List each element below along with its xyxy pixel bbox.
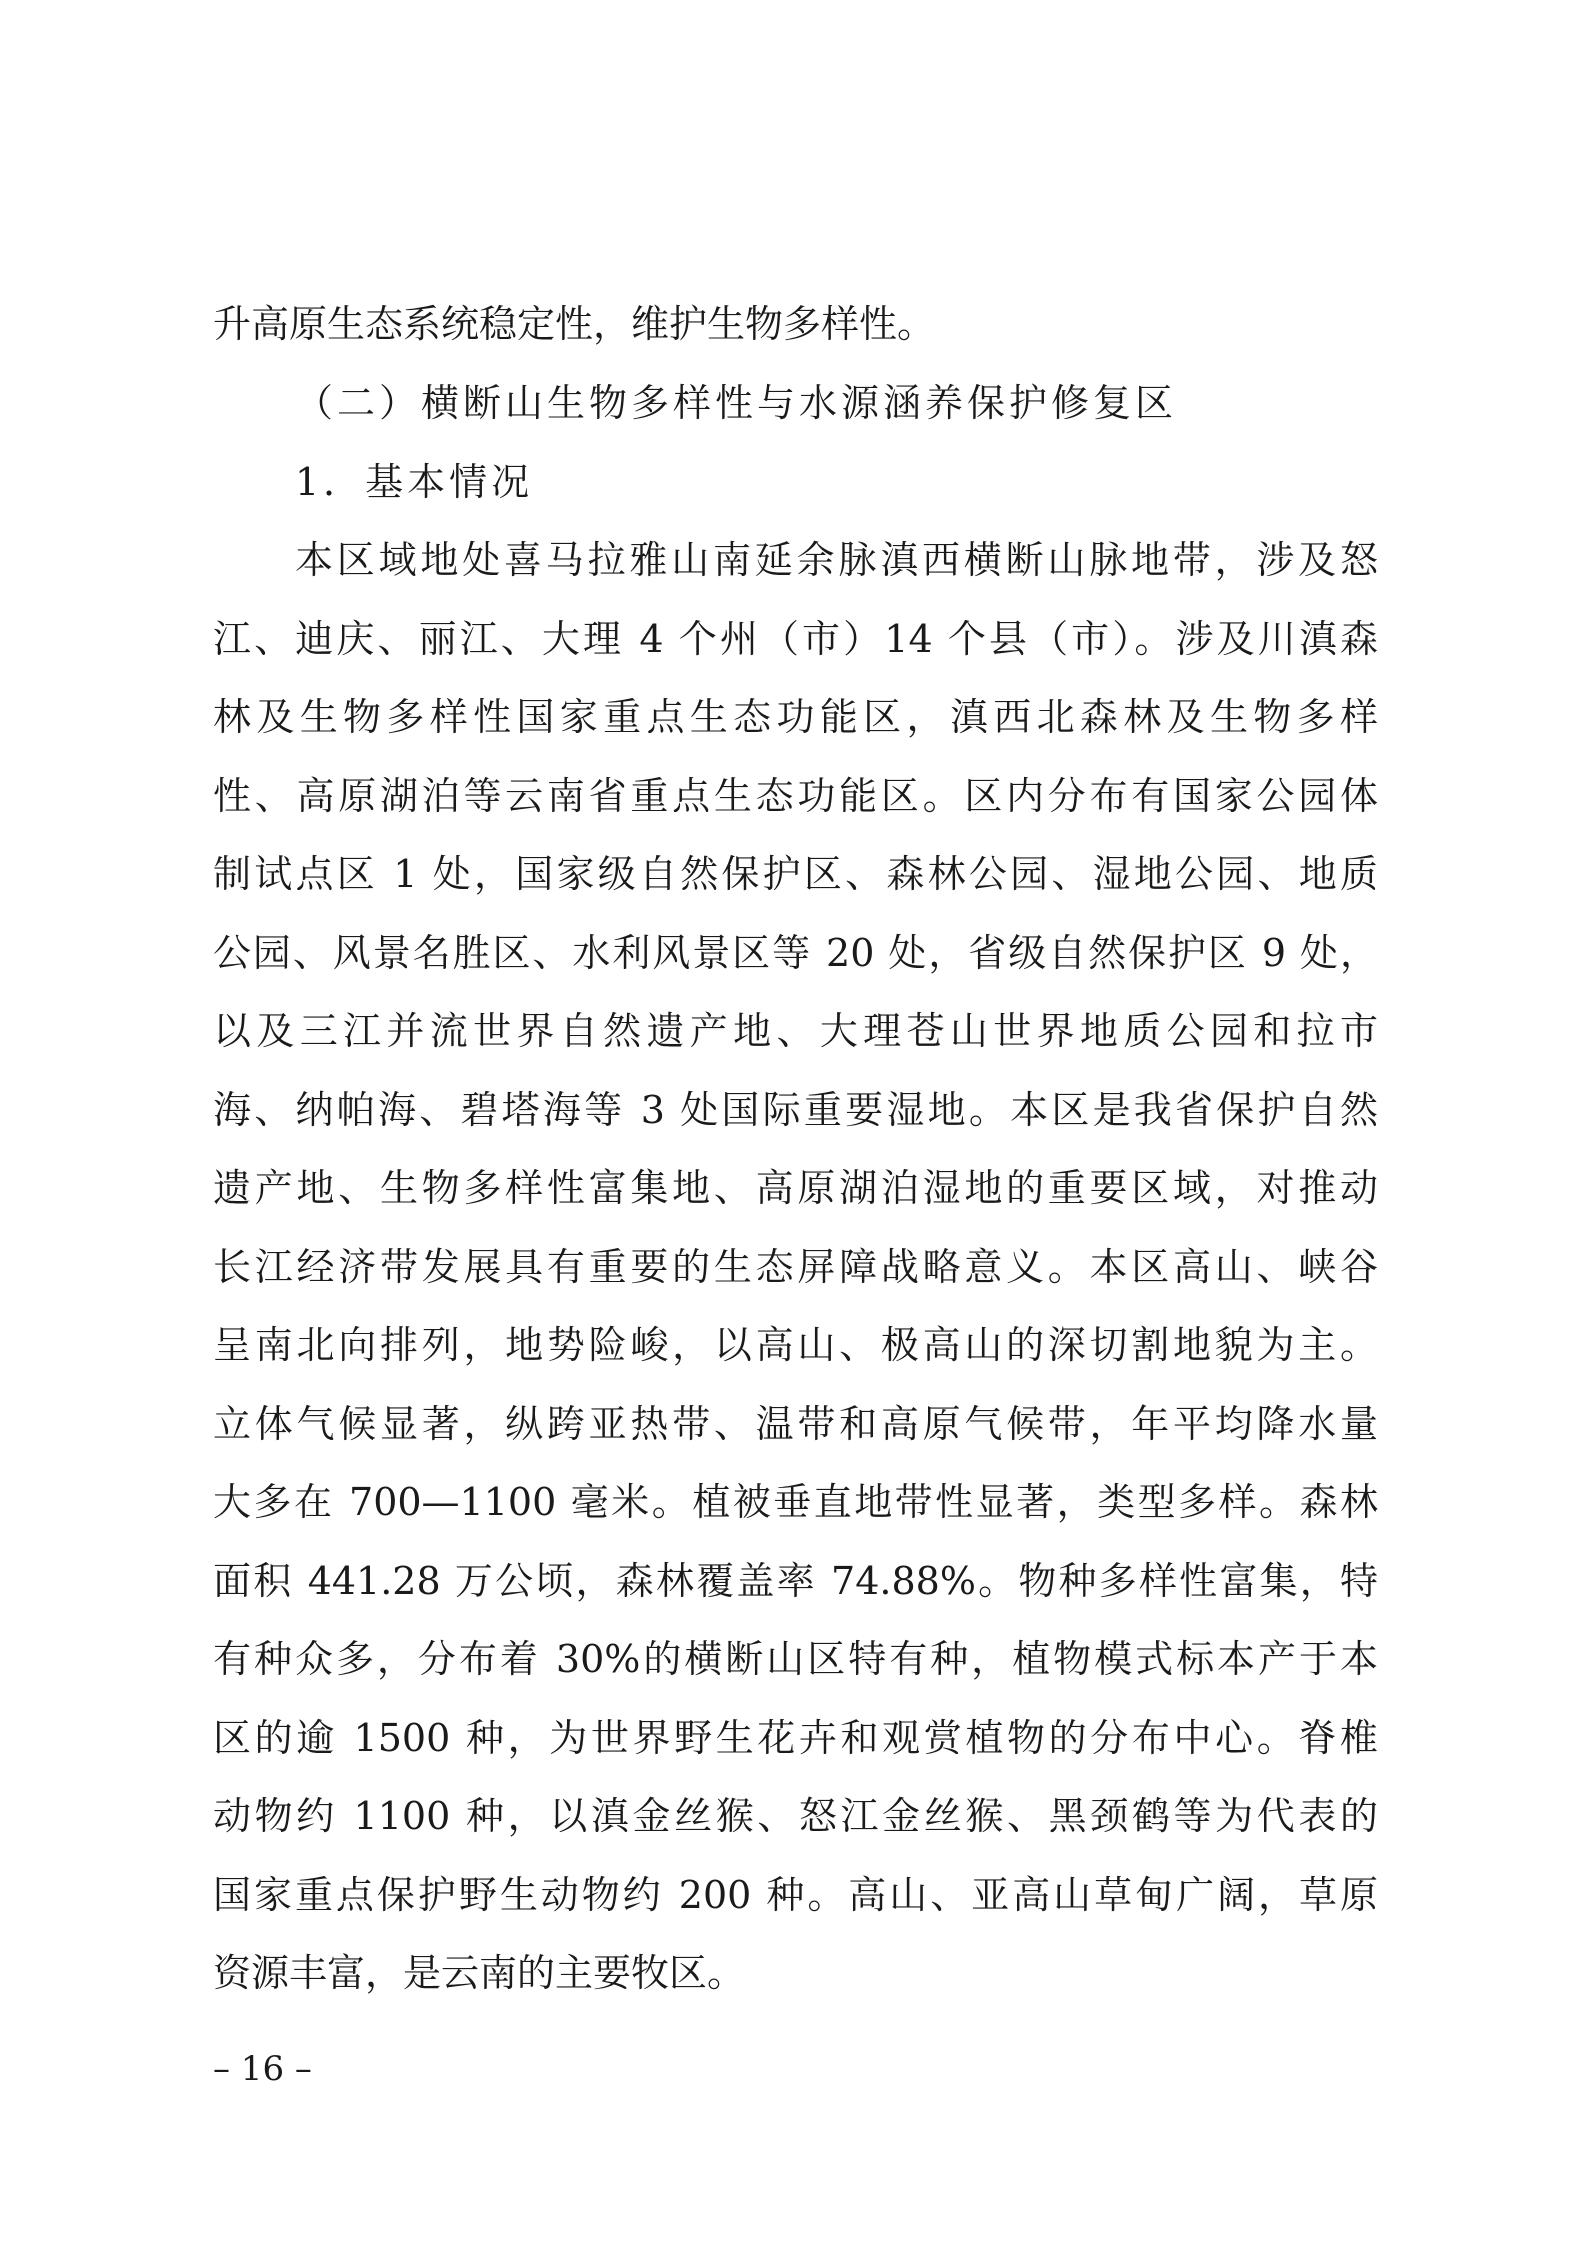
paragraph-line: 制试点区 1 处，国家级自然保护区、森林公园、湿地公园、地质	[213, 852, 1378, 896]
paragraph-line: 呈南北向排列，地势险峻，以高山、极高山的深切割地貌为主。	[213, 1323, 1378, 1367]
paragraph-line: 区的逾 1500 种，为世界野生花卉和观赏植物的分布中心。脊椎	[213, 1716, 1378, 1760]
subsection-heading: 1．基本情况	[295, 460, 534, 504]
page-number: – 16 –	[213, 2049, 312, 2089]
paragraph-line: 有种众多，分布着 30%的横断山区特有种，植物模式标本产于本	[213, 1637, 1378, 1681]
paragraph-line: 面积 441.28 万公顷，森林覆盖率 74.88%。物种多样性富集，特	[213, 1559, 1378, 1603]
paragraph-line: 本区域地处喜马拉雅山南延余脉滇西横断山脉地带，涉及怒	[295, 538, 1378, 582]
paragraph-line: 公园、风景名胜区、水利风景区等 20 处，省级自然保护区 9 处，	[213, 931, 1378, 975]
section-heading: （二）横断山生物多样性与水源涵养保护修复区	[295, 381, 1178, 425]
paragraph-line: 动物约 1100 种，以滇金丝猴、怒江金丝猴、黑颈鹤等为代表的	[213, 1794, 1378, 1838]
paragraph-line: 海、纳帕海、碧塔海等 3 处国际重要湿地。本区是我省保护自然	[213, 1088, 1378, 1132]
paragraph-line: 国家重点保护野生动物约 200 种。高山、亚高山草甸广阔，草原	[213, 1873, 1378, 1917]
paragraph-line: 立体气候显著，纵跨亚热带、温带和高原气候带，年平均降水量	[213, 1402, 1378, 1446]
paragraph-line: 以及三江并流世界自然遗产地、大理苍山世界地质公园和拉市	[213, 1009, 1378, 1053]
paragraph-line: 遗产地、生物多样性富集地、高原湖泊湿地的重要区域，对推动	[213, 1166, 1378, 1210]
continuation-line: 升高原生态系统稳定性，维护生物多样性。	[213, 302, 936, 346]
paragraph-line: 性、高原湖泊等云南省重点生态功能区。区内分布有国家公园体	[213, 774, 1378, 818]
paragraph-line: 长江经济带发展具有重要的生态屏障战略意义。本区高山、峡谷	[213, 1245, 1378, 1289]
paragraph-line: 江、迪庆、丽江、大理 4 个州（市）14 个县（市）。涉及川滇森	[213, 617, 1378, 661]
paragraph-line: 资源丰富，是云南的主要牧区。	[213, 1951, 746, 1995]
paragraph-line: 林及生物多样性国家重点生态功能区，滇西北森林及生物多样	[213, 695, 1378, 739]
paragraph-line: 大多在 700—1100 毫米。植被垂直地带性显著，类型多样。森林	[213, 1480, 1378, 1524]
